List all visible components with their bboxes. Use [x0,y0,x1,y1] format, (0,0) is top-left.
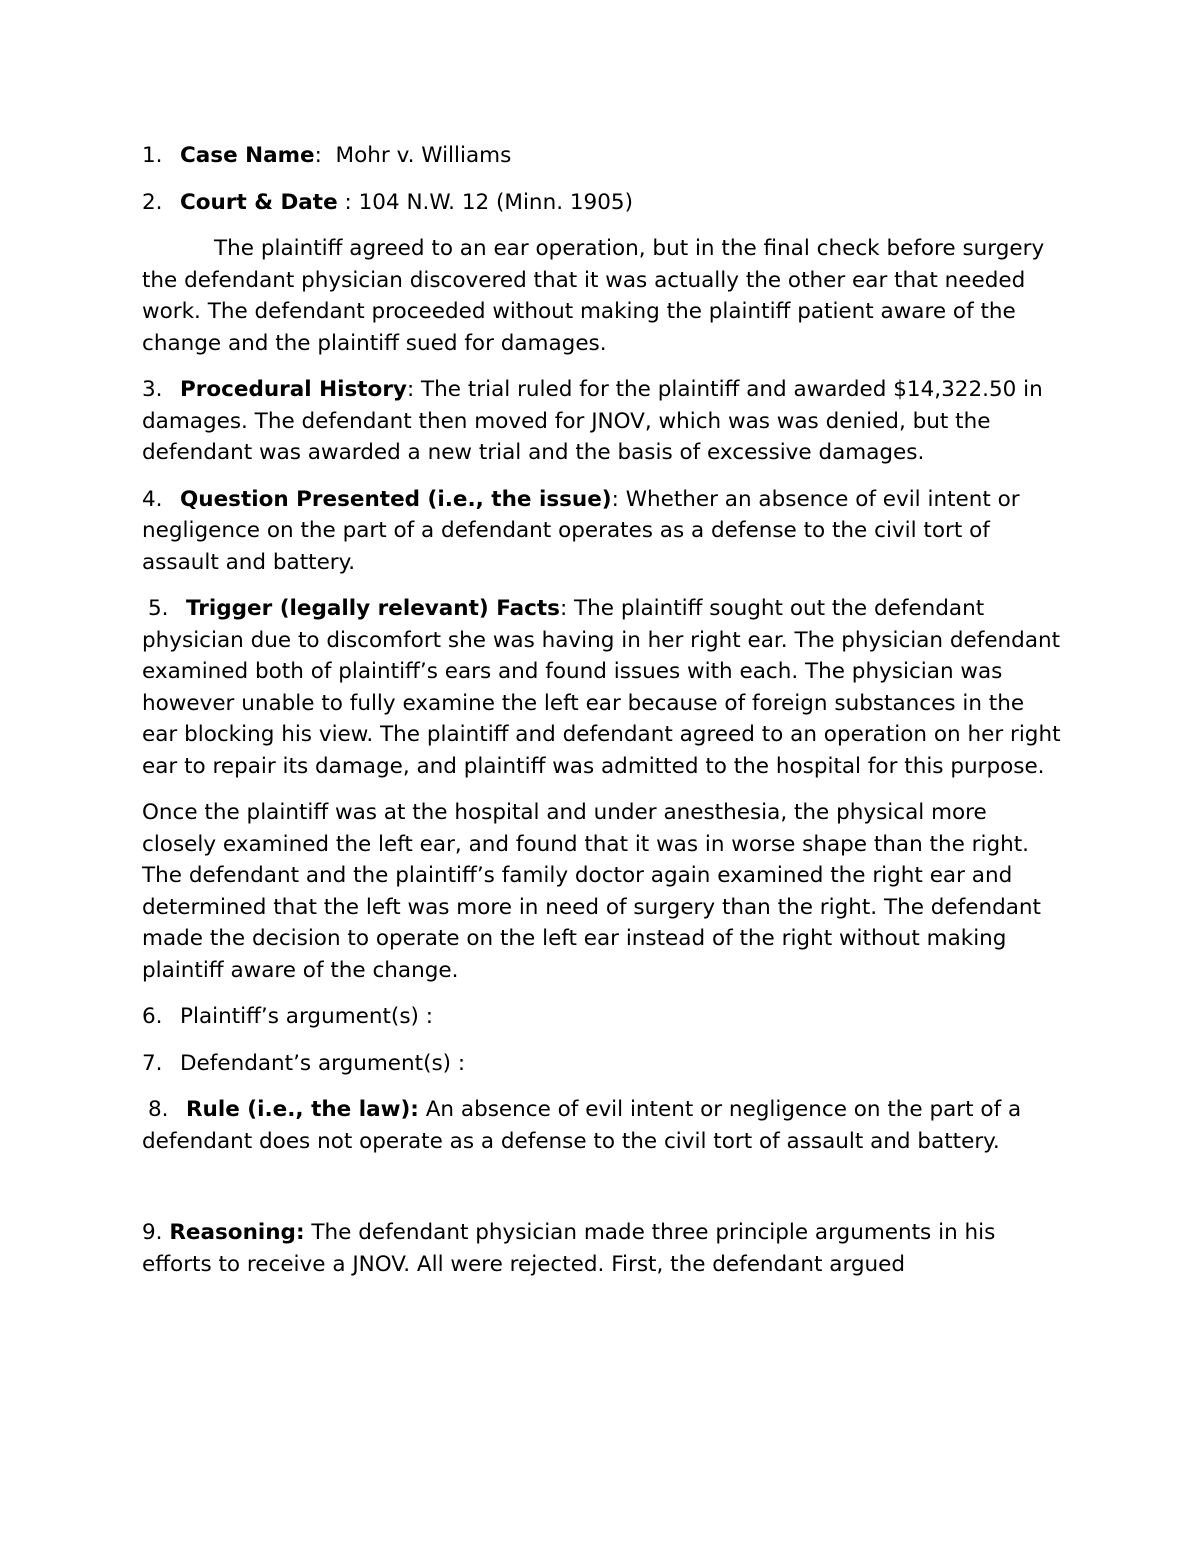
item-number: 3. [142,377,163,402]
trigger-facts-label: Trigger (legally relevant) Facts [186,596,560,621]
separator: : [406,377,415,402]
case-name-label: Case Name [180,143,315,168]
item-number: 9. [142,1220,163,1245]
procedural-history-item [142,374,1062,469]
item-number: 4. [142,486,163,512]
separator: : [337,189,352,215]
case-summary: The plaintiff agreed to an ear operation, but in the final check before surgery the defendant physician discovered that it was actually the other ear that needed work. The defendant proceeded without making the plaintiff patient aware of the change and the plaintiff sued for damages. [142,236,1045,356]
defendant-arguments-label: Defendant’s argument(s) : [180,1050,466,1076]
separator: : [611,486,619,512]
case-name-item [142,140,1062,172]
question-presented-text: Whether an absence of evil intent or negligence on the part of a defendant operates as a defense to the civil tort of assault and battery. [142,486,1020,575]
question-presented-label: Question Presented (i.e., the issue) [180,486,612,512]
separator: : [314,143,322,168]
facts-continued: Once the plaintiff was at the hospital and under anesthesia, the physical more closely examined the left ear, and found that it was in worse shape than the right. The defendant and the plaintiff’s family doctor again examined the right ear and determined that the left was more in need of surgery than the right. The defendant made the decision to operate on the left ear instead of the right without making plaintiff aware of the change. [142,800,1041,983]
reasoning-label: Reasoning: [169,1220,305,1245]
trigger-facts-item [142,593,1062,782]
item-number: 1. [142,143,163,168]
reasoning-text: The defendant physician made three principle arguments in his efforts to receive a JNOV. All were rejected. First, the defendant argued [142,1220,996,1277]
item-number: 6. [142,1004,163,1029]
rule-text: An absence of evil intent or negligence on the part of a defendant does not operate as a defense to the civil tort of assault and battery. [142,1097,1022,1154]
rule-item [142,1094,1062,1157]
plaintiff-arguments-label: Plaintiff’s argument(s) : [180,1004,433,1029]
spacer [142,1172,1062,1217]
court-date-value: 104 N.W. 12 (Minn. 1905) [351,189,633,215]
item-number: 2. [142,189,163,215]
reasoning-item [142,1217,1062,1280]
item-number: 7. [142,1050,163,1076]
court-date-label: Court & Date [180,189,338,215]
rule-label: Rule (i.e., the law): [186,1097,419,1122]
plaintiff-arguments-item [142,1001,1062,1033]
case-name-value: Mohr v. Williams [321,143,512,168]
item-number: 8. [148,1097,169,1122]
procedural-history-label: Procedural History [180,377,407,402]
case-brief [142,140,1062,1295]
question-presented-item [142,484,1062,579]
procedural-history-text: The trial ruled for the plaintiff and awarded $14,322.50 in damages. The defendant then moved for JNOV, which was was denied, but the defendant was awarded a new trial and the basis of excessive damages. [142,377,1043,465]
defendant-arguments-item [142,1048,1062,1080]
trigger-facts-text: The plaintiff sought out the defendant physician due to discomfort she was having in her right ear. The physician defendant examined both of plaintiff’s ears and found issues with each. The physician was however unable to fully examine the left ear because of foreign substances in the ear blocking his view. The plaintiff and defendant agreed to an operation on her right ear to repair its damage, and plaintiff was admitted to the hospital for this purpose. [142,596,1061,779]
court-date-item [142,187,1062,219]
item-number: 5. [148,596,169,621]
separator: : [559,596,568,621]
